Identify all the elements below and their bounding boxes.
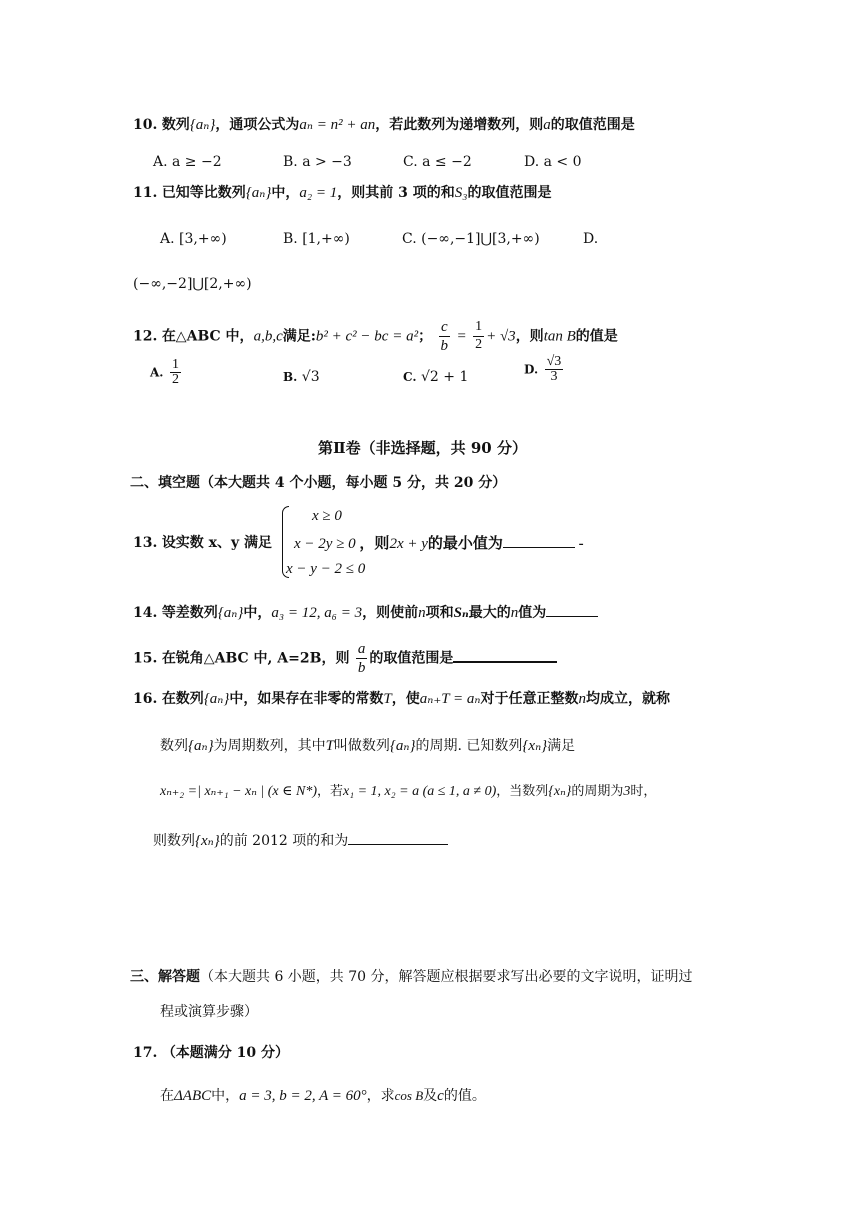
q11-option-b: B. [1,+∞) (283, 231, 350, 247)
q10-option-c: C. a ≤ −2 (403, 154, 472, 170)
q10-option-a: A. a ≥ −2 (153, 154, 222, 170)
constraint-3: x − y − 2 ≤ 0 (286, 561, 366, 577)
q12-option-a: A. $\frac{1}{2}$ (150, 357, 179, 387)
constraint-1: x ≥ 0 (312, 508, 342, 524)
question-16-line-4: 则数列{xₙ}的前 2012 项的和为 (153, 832, 448, 849)
one-half-fraction: $\frac{1}{2}$ (475, 319, 483, 352)
answer-blank-16[interactable] (348, 832, 448, 845)
answer-blank-14[interactable] (546, 604, 598, 617)
q12-option-d: D. $\frac{√3}{3}$ (524, 354, 562, 384)
q11-option-d: D. (583, 231, 599, 247)
c-over-b-fraction: $\frac{c}{b}$ (440, 319, 449, 354)
question-13-stem: 13. 设实数 x、y 满足 (133, 535, 273, 551)
constraint-2: x − 2y ≥ 0 ，则2x + y的最小值为 - (294, 536, 584, 552)
question-17-body: 在ΔABC中，a = 3, b = 2, A = 60°，求cos B及c的值。 (160, 1088, 486, 1104)
question-16-line-3: xₙ₊₂ =| xₙ₊₁ − xₙ | (x ∈ N*)，若x₁ = 1, x₂ = a (a ≤ 1, a ≠ 0)，当数列{xₙ}的周期为3时， (160, 784, 657, 799)
question-10-stem: 10. 数列{aₙ}，通项公式为aₙ = n² + an，若此数列为递增数列，则a的取值范围是 (133, 117, 635, 133)
q10-option-b: B. a > −3 (283, 154, 352, 170)
q10-option-d: D. a < 0 (524, 154, 582, 170)
answer-blank-15[interactable] (453, 649, 557, 663)
answer-section-header-cont: 程或演算步骤） (160, 1004, 258, 1020)
section-2-title: 第Ⅱ卷（非选择题，共 90 分） (318, 439, 527, 457)
q11-option-a: A. [3,+∞) (160, 231, 227, 247)
question-15-stem: 15. 在锐角△ABC 中, A=2B，则 $\frac{a}{b}$ 的取值范围是 (133, 640, 557, 677)
answer-blank-13[interactable] (503, 535, 575, 548)
answer-section-header: 三、解答题（本大题共 6 小题，共 70 分，解答题应根据要求写出必要的文字说明，证明过 (130, 969, 693, 985)
fill-in-section-header: 二、填空题（本大题共 4 个小题，每小题 5 分，共 20 分） (130, 475, 507, 491)
question-11-stem: 11. 已知等比数列{aₙ}中，a₂ = 1，则其前 3 项的和S₃的取值范围是 (133, 185, 552, 201)
q11-option-c: C. (−∞,−1]⋃[3,+∞) (402, 231, 540, 247)
q12-option-b: B. √3 (283, 369, 320, 385)
question-12-stem: 12. 在△ABC 中，a,b,c满足:b² + c² − bc = a²； $\frac{c}{b}$ = $\frac{1}{2}$ + √3，则tan B的值是 (133, 319, 618, 354)
question-16-line-2: 数列{aₙ}为周期数列，其中T叫做数列{aₙ}的周期. 已知数列{xₙ}满足 (160, 738, 576, 754)
question-17-header: 17. （本题满分 10 分） (133, 1045, 290, 1061)
question-16-line-1: 16. 在数列{aₙ}中，如果存在非零的常数T，使aₙ₊T = aₙ对于任意正整数n均成立，就称 (133, 691, 671, 707)
q12-option-c: C. √2 + 1 (403, 369, 469, 385)
q11-option-d-value: (−∞,−2]⋃[2,+∞) (133, 276, 252, 292)
question-14-stem: 14. 等差数列{aₙ}中，a₃ = 12, a₆ = 3，则使前n项和Sₙ最大的n值为 (133, 604, 598, 621)
